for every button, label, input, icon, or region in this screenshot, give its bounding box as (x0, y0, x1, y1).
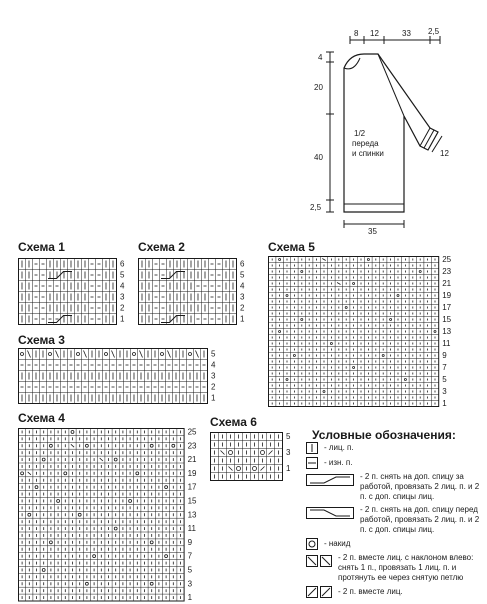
cable-symbol (48, 316, 72, 323)
stitch-symbol (57, 500, 60, 503)
legend-item-purl (306, 457, 482, 469)
row-number: 19 (187, 468, 197, 478)
row-number: 15 (442, 315, 452, 324)
stitch-symbol (286, 295, 288, 297)
stitch-symbol (161, 353, 164, 356)
row-number: 19 (442, 291, 452, 300)
legend-item-knit (306, 442, 482, 454)
stitch-symbol (93, 555, 96, 558)
stitch-symbol (345, 307, 347, 309)
stitch-symbol (21, 353, 24, 356)
scheme-5-chart (268, 256, 458, 412)
dim-left-3: 40 (314, 153, 323, 162)
stitch-symbol (56, 351, 59, 358)
row-number: 1 (211, 393, 216, 403)
stitch-symbol (293, 355, 295, 357)
cable-symbol (48, 272, 72, 279)
stitch-symbol (21, 472, 24, 475)
row-number: 25 (187, 427, 197, 437)
stitch-symbol (229, 467, 233, 471)
stitch-symbol (323, 391, 325, 393)
stitch-symbol (353, 283, 355, 285)
stitch-symbol (49, 541, 52, 544)
stitch-symbol (279, 259, 281, 261)
row-number: 5 (187, 565, 193, 575)
stitch-symbol (168, 351, 171, 358)
cable-left-symbol-icon (306, 507, 354, 519)
stitch-symbol (382, 355, 384, 357)
stitch-symbol (172, 444, 175, 447)
dim-left-1: 4 (318, 53, 323, 62)
legend-text-purl: - изн. п. (324, 458, 353, 467)
stitch-symbol (77, 353, 80, 356)
scheme-6-chart (210, 432, 306, 484)
scheme-1-chart (18, 258, 130, 332)
stitch-symbol (221, 451, 225, 455)
stitch-symbol (165, 486, 168, 489)
legend-text-k2tog-left: - 2 п. вместе лиц. с наклоном влево: снять 1 п., провязать 1 лиц. п. и протянуть ее через снятую петлю (338, 553, 474, 582)
cable-symbol (161, 272, 185, 279)
stitch-symbol (42, 569, 45, 572)
stitch-symbol (71, 444, 74, 447)
stitch-symbol (434, 331, 436, 333)
stitch-symbol (114, 458, 117, 461)
stitch-symbol (78, 513, 81, 516)
row-number: 4 (240, 281, 245, 291)
row-number: 1 (240, 314, 245, 324)
row-number: 9 (187, 537, 193, 547)
stitch-symbol (28, 472, 31, 475)
row-number: 1 (286, 464, 291, 473)
row-number: 15 (187, 496, 197, 506)
garment-label-2: переда (352, 139, 379, 148)
garment-label-3: и спинки (352, 149, 384, 158)
stitch-symbol (150, 444, 153, 447)
row-number: 5 (211, 349, 216, 359)
legend-item-yo (306, 538, 482, 550)
row-number: 11 (442, 339, 451, 348)
stitch-symbol (114, 527, 117, 530)
dim-left-4: 2,5 (310, 203, 322, 212)
row-number: 7 (442, 363, 447, 372)
row-number: 13 (187, 510, 197, 520)
row-number: 23 (442, 267, 452, 276)
stitch-symbol (261, 451, 265, 455)
stitch-symbol (237, 467, 241, 471)
stitch-symbol (397, 295, 399, 297)
stitch-symbol (390, 319, 392, 321)
row-number: 2 (120, 303, 125, 313)
legend-text-cable-left: - 2 п. снять на доп. спицу перед работой, провязать 2 лиц. п. и 2 п. с доп. спицы лиц. (360, 505, 480, 534)
stitch-symbol (330, 343, 332, 345)
scheme-6-title: Схема 6 (210, 415, 257, 429)
legend-item-k2tog-left (306, 553, 482, 583)
stitch-symbol (261, 467, 265, 471)
stitch-symbol (129, 500, 132, 503)
row-number: 6 (240, 259, 245, 269)
row-number: 13 (442, 327, 452, 336)
stitch-symbol (140, 351, 143, 358)
stitch-symbol (165, 555, 168, 558)
row-number: 1 (120, 314, 125, 324)
stitch-symbol (253, 467, 257, 471)
row-number: 4 (211, 360, 216, 370)
stitch-symbol (105, 353, 108, 356)
row-number: 6 (120, 259, 125, 269)
stitch-symbol (112, 351, 115, 358)
stitch-symbol (71, 431, 74, 434)
stitch-symbol (367, 259, 369, 261)
row-number: 21 (187, 455, 197, 465)
legend (306, 442, 482, 598)
yarn-over-symbol-icon (306, 538, 318, 550)
legend-text-cable-right: - 2 п. снять на доп. спицу за работой, провязать 2 лиц. п. и 2 п. с доп. спицы лиц. (360, 472, 480, 501)
cable-right-symbol-icon (306, 474, 354, 486)
legend-item-cable-right (306, 472, 482, 502)
row-number: 25 (442, 255, 452, 264)
legend-text-yo: - накид (324, 539, 351, 548)
decrease-left-symbol-icon (306, 555, 332, 567)
row-number: 17 (442, 303, 452, 312)
garment-schematic (300, 28, 460, 236)
scheme-5-title: Схема 5 (268, 240, 315, 254)
stitch-symbol (269, 451, 273, 455)
dim-cuff: 12 (440, 149, 449, 158)
row-number: 3 (442, 387, 447, 396)
stitch-symbol (100, 458, 103, 461)
cable-symbol (161, 316, 185, 323)
stitch-symbol (286, 379, 288, 381)
scheme-2-title: Схема 2 (138, 240, 185, 254)
scheme-4-chart (18, 428, 204, 604)
legend-item-k2tog (306, 586, 482, 598)
row-number: 3 (120, 292, 125, 302)
legend-item-cable-left (306, 505, 482, 535)
stitch-symbol (404, 379, 406, 381)
legend-text-knit: - лиц. п. (324, 443, 354, 452)
row-number: 3 (286, 448, 291, 457)
row-number: 21 (442, 279, 452, 288)
row-number: 17 (187, 482, 197, 492)
row-number: 1 (442, 399, 447, 408)
stitch-symbol (28, 513, 31, 516)
stitch-symbol (49, 353, 52, 356)
row-number: 2 (211, 382, 216, 392)
stitch-symbol (229, 451, 233, 455)
scheme-1-title: Схема 1 (18, 240, 65, 254)
purl-symbol-icon (306, 457, 318, 469)
dim-bottom: 35 (368, 227, 377, 236)
garment-label-1: 1/2 (354, 129, 366, 138)
row-number: 5 (240, 270, 245, 280)
stitch-symbol (196, 351, 199, 358)
decrease-right-symbol-icon (306, 586, 332, 598)
scheme-2-chart (138, 258, 250, 332)
stitch-symbol (85, 582, 88, 585)
stitch-symbol (279, 331, 281, 333)
dim-top-1: 8 (354, 29, 359, 38)
stitch-symbol (133, 353, 136, 356)
stitch-symbol (353, 367, 355, 369)
stitch-symbol (28, 351, 31, 358)
legend-text-k2tog: - 2 п. вместе лиц. (338, 587, 403, 596)
stitch-symbol (49, 444, 52, 447)
stitch-symbol (35, 486, 38, 489)
stitch-symbol (85, 444, 88, 447)
row-number: 7 (187, 551, 193, 561)
row-number: 5 (286, 432, 291, 441)
row-number: 5 (442, 375, 447, 384)
row-number: 9 (442, 351, 447, 360)
stitch-symbol (150, 582, 153, 585)
stitch-symbol (301, 271, 303, 273)
row-number: 3 (240, 292, 245, 302)
stitch-symbol (136, 472, 139, 475)
dim-left-2: 20 (314, 83, 323, 92)
stitch-symbol (64, 472, 67, 475)
stitch-symbol (301, 319, 303, 321)
legend-title: Условные обозначения: (312, 428, 456, 442)
scheme-3-chart (18, 348, 216, 410)
row-number: 11 (187, 524, 196, 534)
scheme-4-title: Схема 4 (18, 411, 65, 425)
stitch-symbol (42, 458, 45, 461)
row-number: 2 (240, 303, 245, 313)
stitch-symbol (337, 283, 340, 285)
dim-top-2: 12 (370, 29, 379, 38)
row-number: 3 (211, 371, 216, 381)
stitch-symbol (322, 259, 325, 261)
stitch-symbol (189, 353, 192, 356)
stitch-symbol (84, 351, 87, 358)
scheme-3-title: Схема 3 (18, 333, 65, 347)
dim-top-3: 33 (402, 29, 411, 38)
dim-top-4: 2,5 (428, 27, 440, 36)
row-number: 4 (120, 281, 125, 291)
stitch-symbol (419, 271, 421, 273)
row-number: 3 (187, 579, 193, 589)
row-number: 5 (120, 270, 125, 280)
stitch-symbol (150, 541, 153, 544)
row-number: 1 (187, 593, 193, 603)
row-number: 23 (187, 441, 197, 451)
knit-symbol-icon (306, 442, 318, 454)
